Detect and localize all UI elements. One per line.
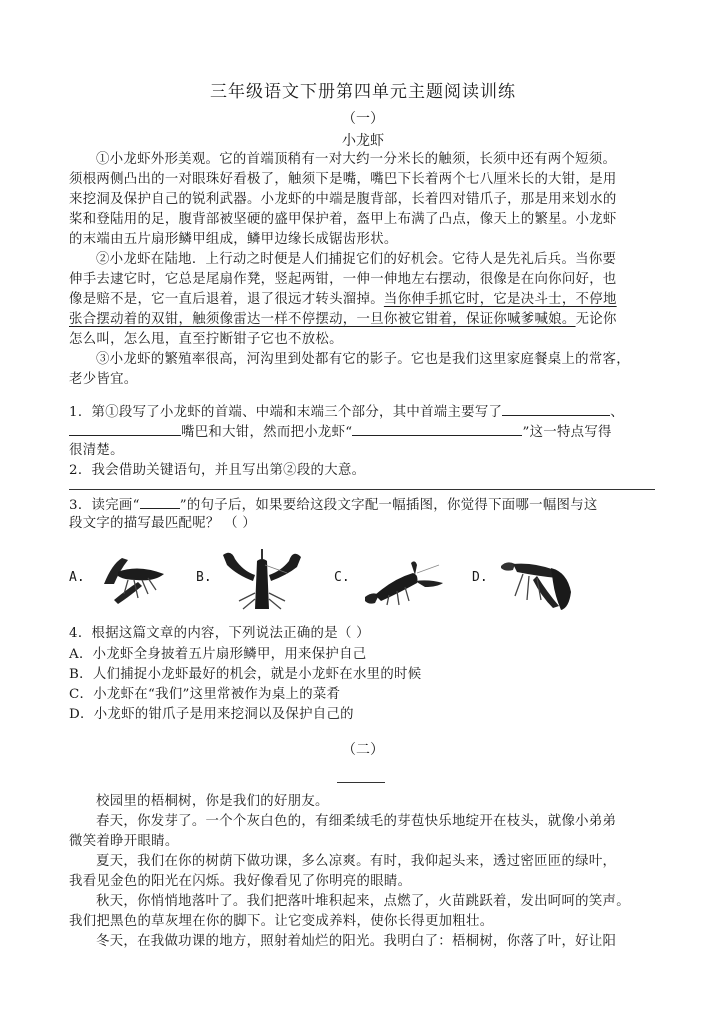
q4-option-a[interactable]: A．小龙虾全身披着五片扇形鳞甲，用来保护自己 bbox=[69, 647, 367, 662]
p1-line-1: ①小龙虾外形美观。它的首端顶稍有一对大约一分米长的触须，长须中还有两个短须。 bbox=[96, 152, 617, 167]
p1-line-3: 来挖洞及保护自己的锐利武器。小龙虾的中端是腹背部，长着四对错爪子，那是用来划水的 bbox=[69, 192, 617, 207]
q1-text: 1．第①段写了小龙虾的首端、中端和末端三个部分，其中首端主要写了 bbox=[69, 405, 503, 420]
q4-stem: 4．根据这篇文章的内容，下列说法正确的是（ ） bbox=[69, 626, 370, 641]
q3-line-2: 段文字的描写最匹配呢？ （ ） bbox=[69, 516, 257, 531]
p3-line-1: ③小龙虾的繁殖率很高，河沟里到处都有它的影子。它也是我们这里家庭餐桌上的常客， bbox=[96, 352, 630, 367]
p2-line-2: 伸手去逮它时，它总是尾扇作凳，竖起两钳，一伸一伸地左右摆动，很像是在向你问好，也 bbox=[69, 272, 617, 287]
q1-separator: 、 bbox=[610, 405, 624, 420]
q4-option-d[interactable]: D．小龙虾的钳爪子是用来挖洞以及保护自己的 bbox=[69, 707, 354, 722]
option-b-label: B. bbox=[196, 570, 212, 585]
p3-line-2: 老少皆宜。 bbox=[69, 372, 138, 387]
q1-line-3: 很清楚。 bbox=[69, 443, 124, 458]
part2-title-blank[interactable] bbox=[337, 782, 385, 783]
p2-line-3-plain: 像是赔不是，它一直后退着，退了很远才转头溜掉。 bbox=[69, 292, 384, 307]
p2-line-5: 怎么叫，怎么甩，直至拧断钳子它也不放松。 bbox=[69, 332, 343, 347]
crayfish-image-b[interactable] bbox=[217, 545, 307, 615]
q3-text-a: 3．读完画“ bbox=[69, 498, 140, 513]
q2-line: 2．我会借助关键语句，并且写出第②段的大意。 bbox=[69, 463, 366, 478]
option-d-label: D. bbox=[472, 570, 488, 585]
q2-answer-line[interactable] bbox=[69, 489, 655, 490]
q1-line-2 bbox=[69, 421, 612, 443]
part2-line-5: 我看见金色的阳光在闪烁。我好像看见了你明亮的眼睛。 bbox=[69, 874, 412, 889]
option-c-label: C. bbox=[334, 570, 350, 585]
underlined-sentence-end: 张合摆动着的双钳，触须像雷达一样不停摆动，一旦你被它钳着，保证你喊爹喊娘。 bbox=[69, 312, 576, 327]
part2-line-4: 夏天，我们在你的树荫下做功课，多么凉爽。有时，我仰起头来，透过密匝匝的绿叶， bbox=[96, 854, 617, 869]
part2-line-7: 我们把黑色的草灰埋在你的脚下。让它变成养料，使你长得更加粗壮。 bbox=[69, 914, 494, 929]
q3-blank[interactable] bbox=[140, 494, 180, 509]
q1-blank-3[interactable] bbox=[352, 421, 522, 436]
p2-line-4 bbox=[69, 310, 617, 330]
crayfish-image-c[interactable] bbox=[359, 555, 449, 610]
q1-text-a: 嘴巴和大钳，然而把小龙虾“ bbox=[181, 425, 353, 440]
part2-line-1: 校园里的梧桐树，你是我们的好朋友。 bbox=[96, 794, 329, 809]
crayfish-image-d[interactable] bbox=[497, 552, 577, 614]
q4-option-b[interactable]: B．人们捕捉小龙虾最好的机会，就是小龙虾在水里的时候 bbox=[69, 667, 422, 682]
option-a-label: A. bbox=[69, 570, 85, 585]
part1-number: （一） bbox=[342, 111, 384, 127]
p1-line-2: 须根两侧凸出的一对眼珠好看极了，触须下是嘴，嘴巴下长着两个七八厘米长的大钳，是用 bbox=[69, 172, 617, 187]
q1-blank-2[interactable] bbox=[69, 421, 181, 436]
part1-heading: 小龙虾 bbox=[342, 133, 384, 149]
part2-line-2: 春天，你发芽了。一个个灰白色的，有细柔绒毛的芽苞快乐地绽开在枝头，就像小弟弟 bbox=[96, 814, 617, 829]
part2-line-6: 秋天，你悄悄地落叶了。我们把落叶堆积起来，点燃了，火苗跳跃着，发出呵呵的笑声。 bbox=[96, 894, 630, 909]
part2-line-3: 微笑着睁开眼睛。 bbox=[69, 834, 179, 849]
q1-blank-1[interactable] bbox=[502, 401, 610, 416]
crayfish-image-a[interactable] bbox=[94, 550, 174, 610]
q3-line-1 bbox=[69, 494, 598, 516]
q4-option-c[interactable]: C．小龙虾在“我们”这里常被作为桌上的菜肴 bbox=[69, 687, 341, 702]
q3-text-b: ”的句子后，如果要给这段文字配一幅插图，你觉得下面哪一幅图与这 bbox=[179, 498, 598, 513]
part2-number: （二） bbox=[342, 742, 384, 758]
q1-text-b: ”这一特点写得 bbox=[522, 425, 612, 440]
p1-line-4: 桨和登陆用的足，腹背部被坚硬的盛甲保护着，盔甲上布满了凸点，像天上的繁星。小龙虾 bbox=[69, 212, 617, 227]
p1-line-5: 的末端由五片扇形鳞甲组成，鳞甲边缘长成锯齿形状。 bbox=[69, 232, 398, 247]
part2-line-8: 冬天，在我做功课的地方，照射着灿烂的阳光。我明白了：梧桐树，你落了叶，好让阳 bbox=[96, 934, 617, 949]
underlined-sentence-start: 当你伸手抓它时，它是决斗士，不停地 bbox=[383, 292, 617, 307]
p2-line-1: ②小龙虾在陆地．上行动之时便是人们捕捉它们的好机会。它待人是先礼后兵。当你要 bbox=[96, 252, 617, 267]
q1-line-1 bbox=[69, 401, 624, 423]
page-title: 三年级语文下册第四单元主题阅读训练 bbox=[210, 82, 516, 102]
p2-line-4-plain: 无论你 bbox=[575, 312, 617, 327]
p2-line-3 bbox=[69, 290, 617, 310]
